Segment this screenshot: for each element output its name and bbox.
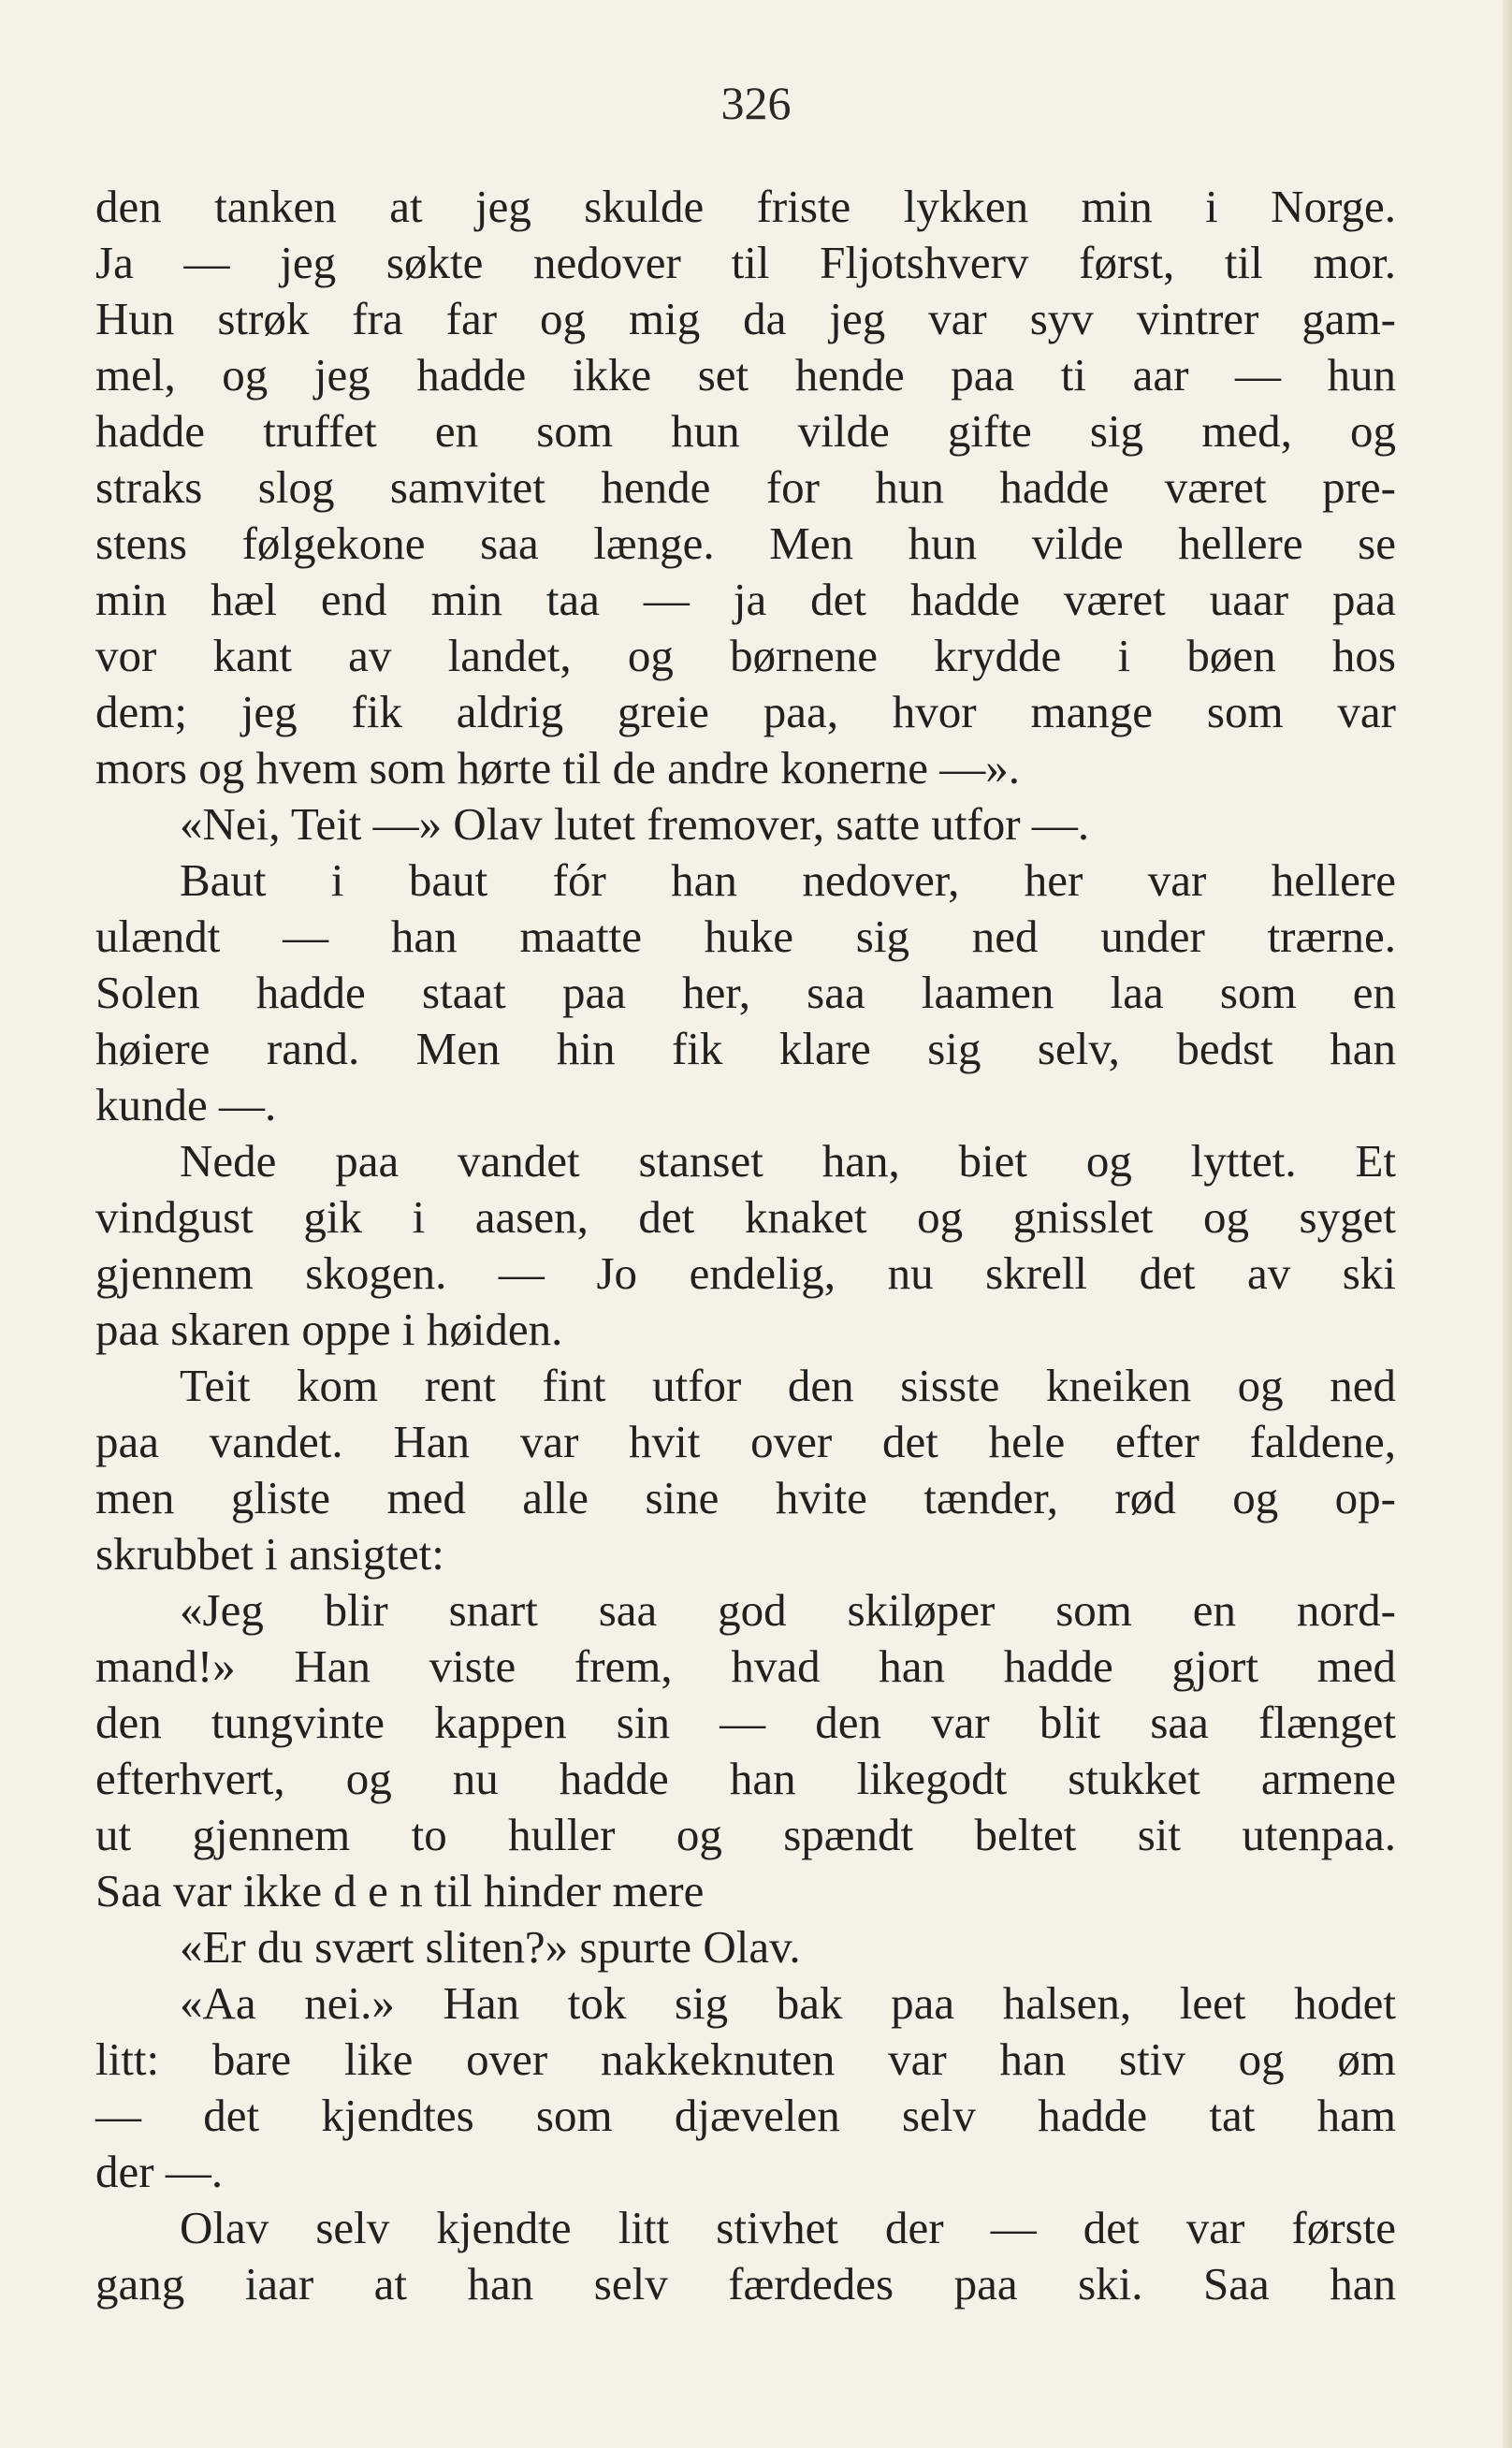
text-line: ulændt — han maatte huke sig ned under trærne.	[95, 911, 1396, 962]
text-line: «Er du svært sliten?» spurte Olav.	[180, 1921, 801, 1973]
text-line: Nede paa vandet stanset han, biet og lyttet. Et	[180, 1135, 1396, 1187]
text-line: mors og hvem som hørte til de andre konerne —».	[95, 742, 1020, 794]
text-line: efterhvert, og nu hadde han likegodt stukket armene	[95, 1753, 1396, 1804]
text-line: kunde —.	[95, 1079, 277, 1130]
text-line: mand!» Han viste frem, hvad han hadde gjort med	[95, 1640, 1396, 1692]
text-line: gjennem skogen. — Jo endelig, nu skrell det av ski	[95, 1247, 1396, 1299]
text-line: vindgust gik i aasen, det knaket og gnisslet og syget	[95, 1191, 1396, 1243]
text-line: der —.	[95, 2146, 224, 2197]
text-line: straks slog samvitet hende for hun hadde været pre-	[95, 461, 1396, 513]
text-line: Baut i baut fór han nedover, her var hellere	[180, 854, 1396, 906]
text-line: min hæl end min taa — ja det hadde været uaar paa	[95, 574, 1396, 625]
text-line: mel, og jeg hadde ikke set hende paa ti aar — hun	[95, 349, 1396, 401]
text-line: skrubbet i ansigtet:	[95, 1528, 444, 1580]
text-line: paa vandet. Han var hvit over det hele efter faldene,	[95, 1416, 1396, 1467]
text-line: gang iaar at han selv færdedes paa ski. Saa han	[95, 2258, 1396, 2310]
text-line: ut gjennem to huller og spændt beltet sit utenpaa.	[95, 1809, 1396, 1860]
text-line: Solen hadde staat paa her, saa laamen laa som en	[95, 967, 1396, 1018]
text-line: hadde truffet en som hun vilde gifte sig med, og	[95, 405, 1396, 457]
text-line: Saa var ikke d e n til hinder mere	[95, 1865, 705, 1916]
text-line: høiere rand. Men hin fik klare sig selv, bedst han	[95, 1023, 1396, 1074]
text-line: vor kant av landet, og børnene krydde i bøen hos	[95, 630, 1396, 681]
text-line: Hun strøk fra far og mig da jeg var syv vintrer gam-	[95, 293, 1396, 344]
text-line: dem; jeg fik aldrig greie paa, hvor mange som var	[95, 686, 1396, 737]
page-number: 326	[720, 77, 792, 129]
text-line: Ja — jeg søkte nedover til Fljotshverv først, til mor.	[95, 237, 1396, 288]
text-line: men gliste med alle sine hvite tænder, rød og op-	[95, 1472, 1396, 1523]
text-line: «Aa nei.» Han tok sig bak paa halsen, leet hodet	[180, 1977, 1396, 2029]
text-line: paa skaren oppe i høiden.	[95, 1304, 563, 1355]
page-edge	[1503, 0, 1512, 2448]
body-text	[95, 179, 1396, 2312]
text-line: «Nei, Teit —» Olav lutet fremover, satte utfor —.	[180, 798, 1090, 850]
text-line: Teit kom rent fint utfor den sisste kneiken og ned	[180, 1360, 1396, 1411]
text-line: — det kjendtes som djævelen selv hadde tat ham	[95, 2090, 1396, 2141]
text-line: stens følgekone saa længe. Men hun vilde hellere se	[95, 517, 1396, 569]
text-line: litt: bare like over nakkeknuten var han stiv og øm	[95, 2033, 1396, 2085]
text-line: den tanken at jeg skulde friste lykken min i Norge.	[95, 181, 1396, 232]
text-line: «Jeg blir snart saa god skiløper som en nord-	[180, 1584, 1396, 1636]
text-line: Olav selv kjendte litt stivhet der — det var første	[180, 2202, 1396, 2253]
text-line: den tungvinte kappen sin — den var blit saa flænget	[95, 1697, 1396, 1748]
